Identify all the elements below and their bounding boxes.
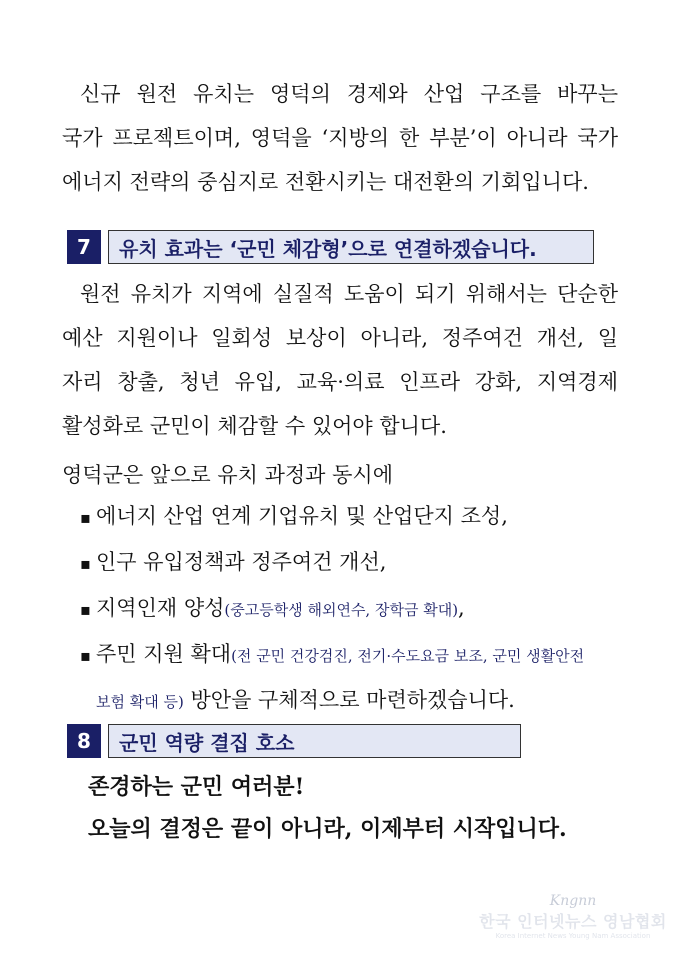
list-item-text: 인구 유입정책과 정주여건 개선, [96,550,387,574]
section-number: 7 [67,230,101,264]
list-item-text: 지역인재 양성 [96,596,225,620]
body-line: 예산 지원이나 일회성 보상이 아니라, 정주여건 개선, 일 [62,326,618,350]
body-line: 자리 창출, 청년 유입, 교육·의료 인프라 강화, 지역경제 [62,370,618,394]
bullet-square-icon: ▪ [80,554,91,573]
bullet-square-icon: ▪ [80,508,91,527]
list-item-suffix: , [458,596,465,620]
closing-line: 오늘의 결정은 끝이 아니라, 이제부터 시작입니다. [88,816,567,842]
section-number: 8 [67,724,101,758]
intro-paragraph [62,72,618,204]
list-item [80,586,620,632]
body-line: 활성화로 군민이 체감할 수 있어야 합니다. [62,414,447,438]
intro-line: 국가 프로젝트이며, 영덕을 ‘지방의 한 부분’이 아니라 국가 [62,126,618,150]
watermark-main: 한국 인터넷뉴스 영남협회 [479,912,667,931]
list-intro: 영덕군은 앞으로 유치 과정과 동시에 [62,463,393,487]
list-item-continuation [80,678,620,724]
closing-statement [88,766,567,850]
bullet-square-icon: ▪ [80,600,91,619]
list-item [80,494,620,540]
section-7-paragraph [62,272,618,448]
watermark-script: Kngnn [549,893,597,909]
list-item-text: 주민 지원 확대 [96,642,232,666]
list-item [80,632,620,678]
list-item-note: 보험 확대 등) [96,693,184,711]
list-item-text: 에너지 산업 연계 기업유치 및 산업단지 조성, [96,504,508,528]
watermark-logo [478,893,668,949]
list-item [80,540,620,586]
watermark-sub: Korea Internet News Young Nam Association [495,932,651,940]
section-8-header [67,724,521,758]
bullet-list [80,494,620,724]
body-line: 원전 유치가 지역에 실질적 도움이 되기 위해서는 단순한 [80,282,618,306]
section-title: 유치 효과는 ‘군민 체감형’으로 연결하겠습니다. [108,230,594,264]
section-7-header [67,230,594,264]
list-item-text: 방안을 구체적으로 마련하겠습니다. [183,688,515,712]
list-item-note: (전 군민 건강검진, 전기·수도요금 보조, 군민 생활안전 [231,647,585,665]
intro-line: 신규 원전 유치는 영덕의 경제와 산업 구조를 바꾸는 [80,82,618,106]
list-item-note: (중고등학생 해외연수, 장학금 확대) [224,601,459,619]
section-title: 군민 역량 결집 호소 [108,724,521,758]
intro-line: 에너지 전략의 중심지로 전환시키는 대전환의 기회입니다. [62,170,589,194]
closing-line: 존경하는 군민 여러분! [88,774,305,800]
bullet-square-icon: ▪ [80,646,91,665]
